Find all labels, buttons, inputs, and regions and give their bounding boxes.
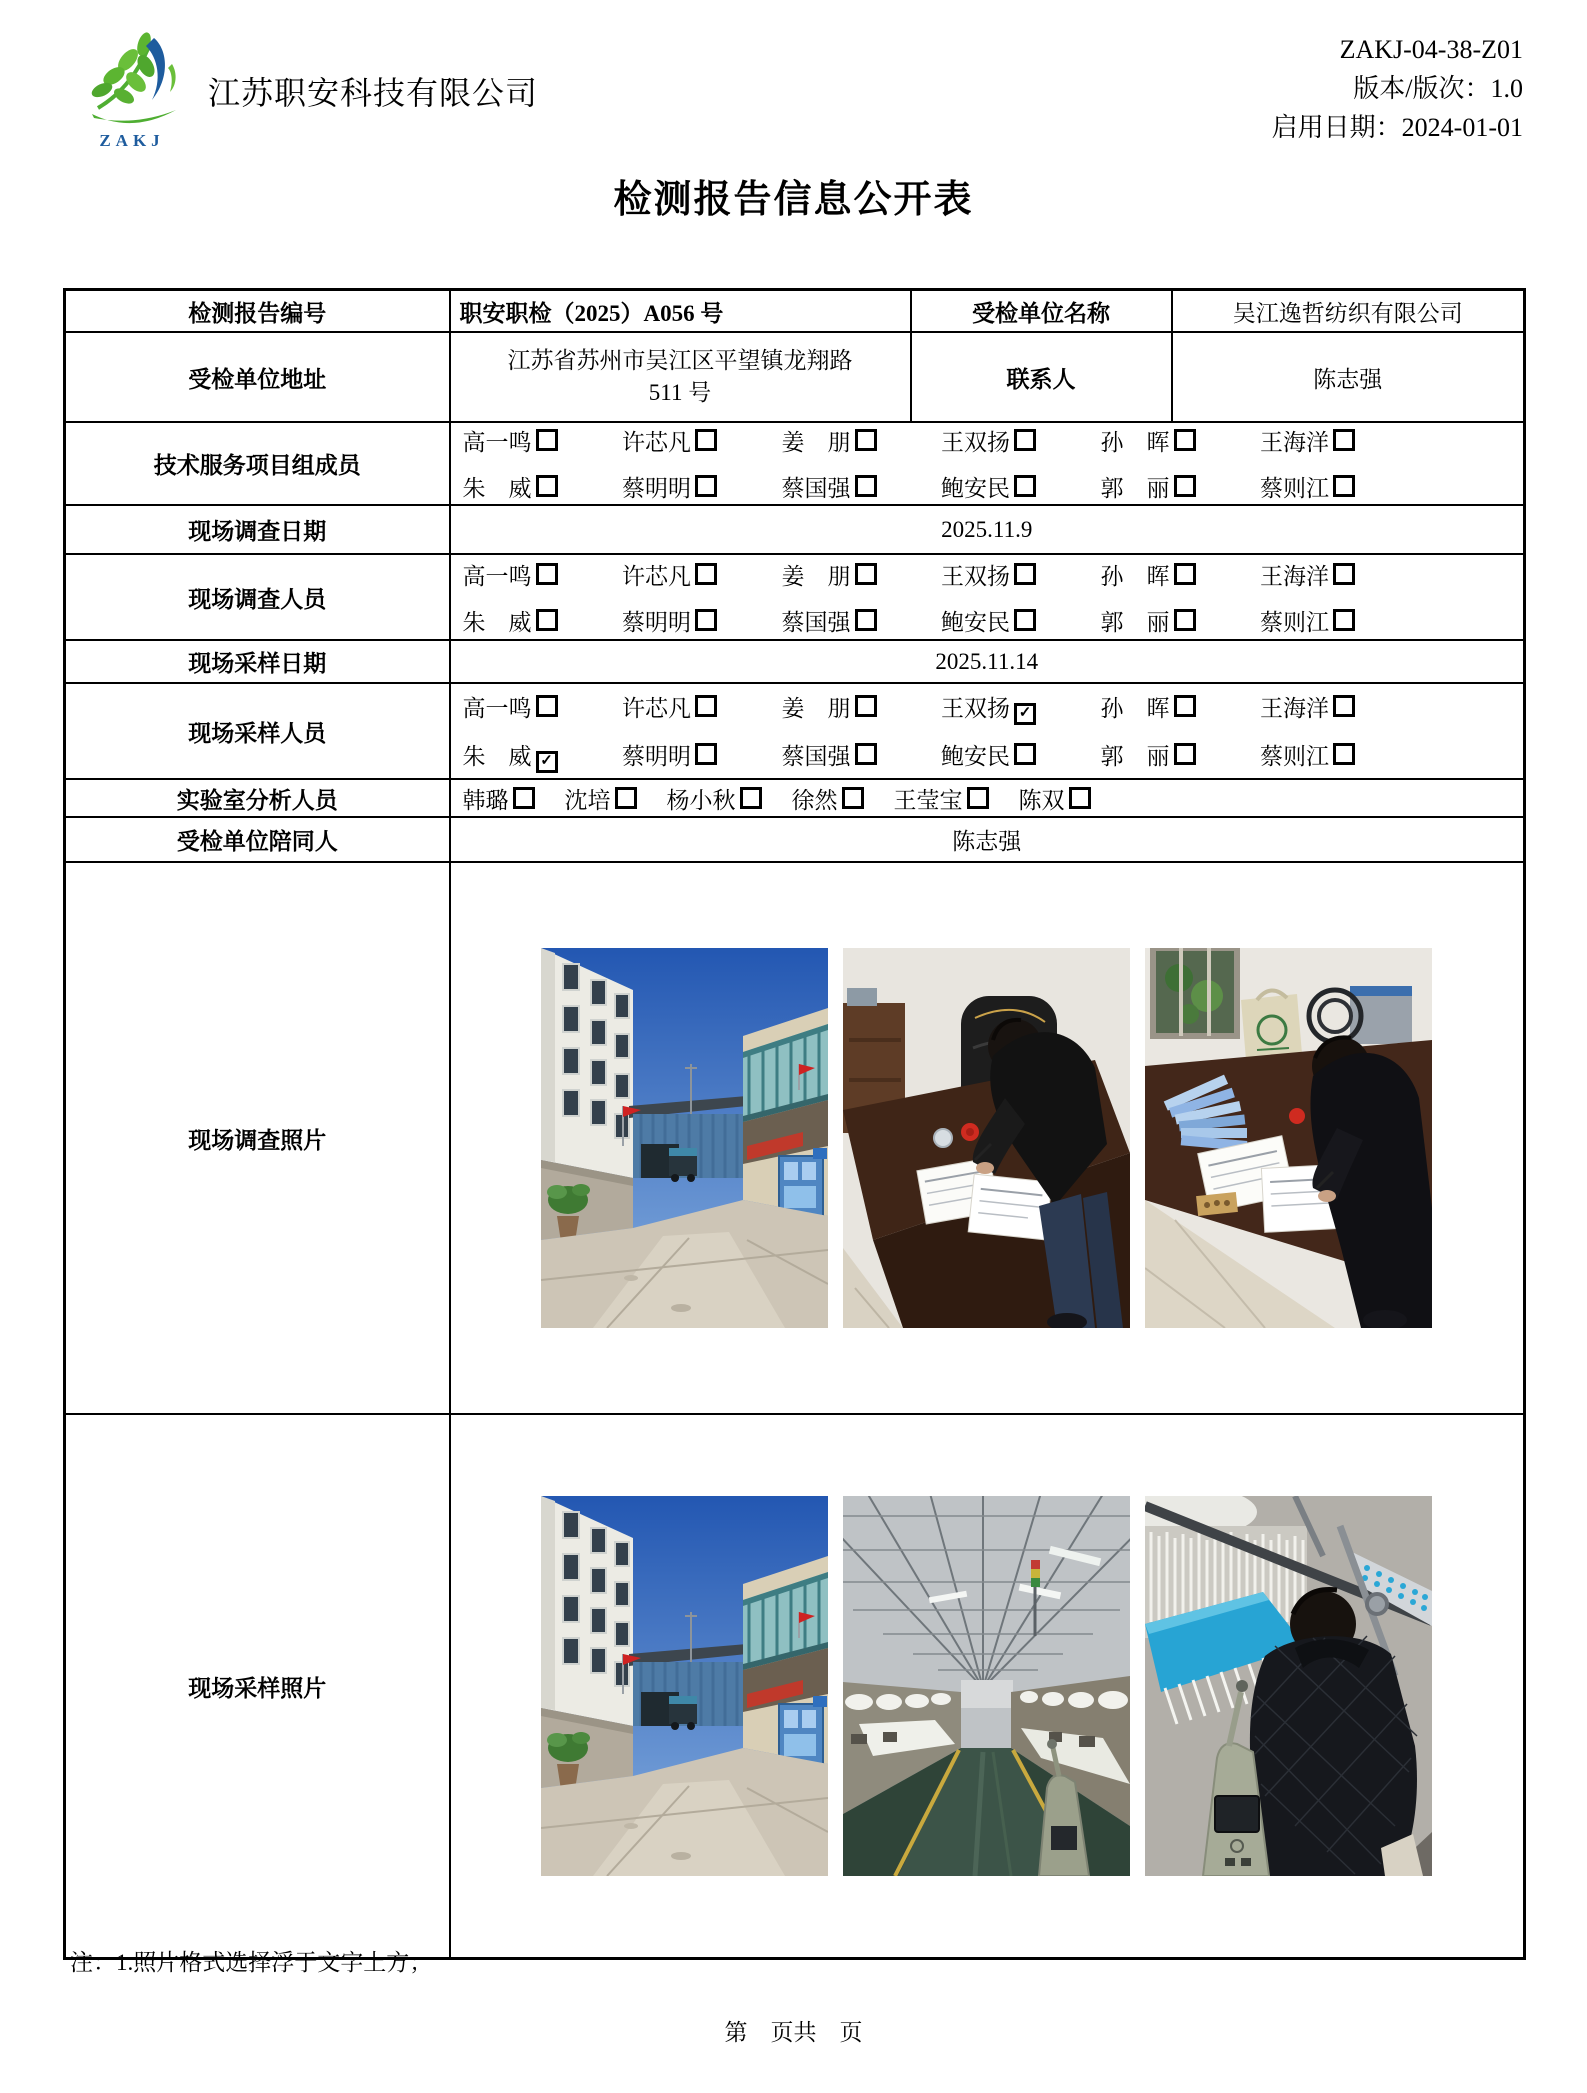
staff-member-name: 朱 威 (462, 609, 532, 635)
page-title: 检测报告信息公开表 (613, 179, 974, 221)
weaving-workshop-aisle-photo (843, 1496, 1130, 1876)
staff-member-name: 王莹宝 (893, 787, 963, 813)
sampling-staff-cell (450, 683, 1525, 779)
survey-staff-label: 现场调查人员 (65, 554, 450, 640)
staff-member (622, 738, 717, 773)
checkbox-unchecked-icon[interactable] (536, 475, 558, 497)
checkbox-unchecked-icon[interactable] (855, 429, 877, 451)
table-row (65, 1414, 1525, 1959)
staff-member-name: 许芯凡 (622, 430, 691, 455)
staff-member (1260, 470, 1355, 503)
staff-member (782, 424, 877, 457)
survey-staff-line-2 (463, 604, 1356, 637)
staff-member (782, 690, 877, 725)
company-logo (80, 30, 184, 151)
staff-member (782, 604, 877, 637)
staff-member-name: 蔡国强 (781, 476, 851, 501)
checkbox-unchecked-icon[interactable] (695, 609, 717, 631)
staff-member-name: 郭 丽 (1100, 476, 1170, 501)
staff-member-name: 蔡明明 (622, 743, 691, 769)
page-number-footer: 第 页共 页 (724, 2020, 863, 2045)
survey-photo-strip (451, 863, 1524, 1413)
staff-member-name: 孙 晖 (1100, 695, 1170, 721)
staff-member-name: 许芯凡 (622, 563, 691, 589)
accompany-label: 受检单位陪同人 (65, 817, 450, 862)
signing-documents-photo-1 (843, 948, 1130, 1328)
staff-member (941, 604, 1036, 637)
staff-member-name: 蔡国强 (781, 609, 851, 635)
accompany-value: 陈志强 (450, 817, 1525, 862)
checkbox-unchecked-icon[interactable] (695, 475, 717, 497)
contact-label: 联系人 (911, 332, 1172, 422)
sampling-staff-line-2 (463, 738, 1356, 773)
staff-member (941, 470, 1036, 503)
checkbox-unchecked-icon[interactable] (1014, 609, 1036, 631)
staff-member-name: 王海洋 (1260, 430, 1329, 455)
checkbox-unchecked-icon[interactable] (855, 475, 877, 497)
checkbox-unchecked-icon[interactable] (1069, 787, 1091, 809)
staff-member (1101, 690, 1196, 725)
team-members-line-1 (463, 424, 1356, 457)
staff-member-name: 王海洋 (1260, 563, 1329, 589)
staff-member (1260, 690, 1355, 725)
staff-member-name: 王双扬 (941, 563, 1010, 589)
report-no-value: 职安职检（2025）A056 号 (450, 290, 911, 333)
signing-documents-photo-2 (1145, 948, 1432, 1328)
table-row (65, 817, 1525, 862)
staff-member-name: 姜 朋 (781, 695, 851, 721)
checkbox-unchecked-icon[interactable] (1174, 475, 1196, 497)
doc-version: 版本/版次：1.0 (1353, 74, 1523, 103)
staff-member (782, 470, 877, 503)
staff-member (941, 690, 1036, 725)
table-row (65, 640, 1525, 683)
table-row (65, 683, 1525, 779)
staff-member (463, 782, 535, 815)
sampling-photos-cell (450, 1414, 1525, 1959)
factory-entrance-street-photo (541, 1496, 828, 1876)
checkbox-unchecked-icon[interactable] (1333, 743, 1355, 765)
sampling-staff-line-1 (463, 690, 1356, 725)
checkbox-unchecked-icon[interactable] (1014, 475, 1036, 497)
staff-member (1101, 470, 1196, 503)
sampling-photo-strip (451, 1415, 1524, 1957)
staff-member (941, 558, 1036, 591)
staff-member (565, 782, 637, 815)
staff-member (1260, 424, 1355, 457)
company-name: 江苏职安科技有限公司 (208, 75, 539, 111)
staff-member-name: 鲍安民 (941, 609, 1010, 635)
staff-member (782, 558, 877, 591)
disclosure-table (63, 288, 1526, 1960)
doc-code: ZAKJ-04-38-Z01 (1339, 35, 1523, 64)
staff-member (941, 738, 1036, 773)
staff-member-name: 高一鸣 (462, 695, 532, 721)
footnote: 注：1.照片格式选择浮于文字上方； (70, 1950, 433, 1975)
staff-member (1101, 558, 1196, 591)
staff-member (894, 782, 989, 815)
table-row (65, 290, 1525, 333)
staff-member-name: 朱 威 (462, 743, 532, 769)
staff-member-name: 鲍安民 (941, 476, 1010, 501)
table-row (65, 422, 1525, 505)
checkbox-unchecked-icon[interactable] (855, 609, 877, 631)
table-row (65, 505, 1525, 554)
checkbox-unchecked-icon[interactable] (855, 743, 877, 765)
checkbox-unchecked-icon[interactable] (1174, 609, 1196, 631)
staff-member (622, 604, 717, 637)
table-row (65, 554, 1525, 640)
staff-member-name: 蔡则江 (1260, 743, 1329, 769)
sampling-staff-label: 现场采样人员 (65, 683, 450, 779)
checkbox-unchecked-icon[interactable] (695, 429, 717, 451)
checkbox-unchecked-icon[interactable] (615, 787, 637, 809)
staff-member-name: 王双扬 (941, 695, 1010, 721)
unit-name-value: 吴江逸哲纺织有限公司 (1172, 290, 1525, 333)
checkbox-unchecked-icon[interactable] (1174, 695, 1196, 717)
table-row (65, 779, 1525, 817)
contact-value: 陈志强 (1172, 332, 1525, 422)
checkbox-unchecked-icon[interactable] (1014, 429, 1036, 451)
staff-member-name: 蔡明明 (622, 609, 691, 635)
checkbox-unchecked-icon[interactable] (695, 743, 717, 765)
staff-member (792, 782, 864, 815)
team-members-cell (450, 422, 1525, 505)
doc-meta (1272, 30, 1523, 147)
checkbox-unchecked-icon[interactable] (1333, 429, 1355, 451)
staff-member-name: 郭 丽 (1100, 609, 1170, 635)
checkbox-unchecked-icon[interactable] (536, 429, 558, 451)
staff-member-name: 郭 丽 (1100, 743, 1170, 769)
staff-member (782, 738, 877, 773)
survey-staff-cell (450, 554, 1525, 640)
staff-member-name: 鲍安民 (941, 743, 1010, 769)
lab-staff-line (451, 780, 1524, 816)
staff-member (463, 470, 558, 503)
staff-member (1101, 738, 1196, 773)
staff-member (622, 558, 717, 591)
staff-member-name: 高一鸣 (462, 430, 532, 455)
staff-member-name: 王海洋 (1260, 695, 1329, 721)
checkbox-unchecked-icon[interactable] (740, 787, 762, 809)
page-header (80, 28, 1523, 156)
staff-member (622, 424, 717, 457)
survey-date-value: 2025.11.9 (450, 505, 1525, 554)
table-row (65, 332, 1525, 422)
staff-member-name: 徐然 (791, 787, 838, 813)
address-line-2: 511 号 (648, 380, 712, 405)
staff-member-name: 沈培 (564, 787, 611, 813)
staff-member-name: 蔡则江 (1260, 476, 1329, 501)
checkbox-unchecked-icon[interactable] (1333, 563, 1355, 585)
checkbox-unchecked-icon[interactable] (695, 563, 717, 585)
staff-member-name: 杨小秋 (666, 787, 736, 813)
staff-member-name: 王双扬 (941, 430, 1010, 455)
address-line-1: 江苏省苏州市吴江区平望镇龙翔路 (507, 348, 853, 373)
checkbox-unchecked-icon[interactable] (855, 563, 877, 585)
checkbox-unchecked-icon[interactable] (536, 563, 558, 585)
checkbox-unchecked-icon[interactable] (1014, 743, 1036, 765)
lab-staff-label: 实验室分析人员 (65, 779, 450, 817)
staff-member (463, 424, 558, 457)
checkbox-unchecked-icon[interactable] (1333, 609, 1355, 631)
staff-member (622, 690, 717, 725)
staff-member (463, 690, 558, 725)
staff-member-name: 陈双 (1018, 787, 1065, 813)
company-logo-icon (84, 30, 180, 130)
checkbox-unchecked-icon[interactable] (1014, 563, 1036, 585)
unit-name-label: 受检单位名称 (911, 290, 1172, 333)
checkbox-unchecked-icon[interactable] (1333, 695, 1355, 717)
staff-member-name: 姜 朋 (781, 563, 851, 589)
sampling-date-value: 2025.11.14 (450, 640, 1525, 683)
noise-measurement-photo (1145, 1496, 1432, 1876)
staff-member-name: 许芯凡 (622, 695, 691, 721)
survey-photos-label: 现场调查照片 (65, 862, 450, 1414)
staff-member-name: 蔡国强 (781, 743, 851, 769)
checkbox-unchecked-icon[interactable] (1174, 743, 1196, 765)
staff-member (1101, 424, 1196, 457)
address-value (450, 332, 911, 422)
staff-member-name: 孙 晖 (1100, 563, 1170, 589)
checkbox-unchecked-icon[interactable] (1174, 563, 1196, 585)
staff-member-name: 蔡明明 (622, 476, 691, 501)
checkbox-unchecked-icon[interactable] (536, 609, 558, 631)
sampling-photos-label: 现场采样照片 (65, 1414, 450, 1959)
survey-staff-line-1 (463, 558, 1356, 591)
staff-member-name: 蔡则江 (1260, 609, 1329, 635)
doc-enable-date: 启用日期：2024-01-01 (1271, 113, 1523, 142)
table-row (65, 862, 1525, 1414)
checkbox-checked-icon[interactable]: ✓ (536, 751, 558, 773)
checkbox-unchecked-icon[interactable] (513, 787, 535, 809)
staff-member (1019, 782, 1091, 815)
team-members-line-2 (463, 470, 1356, 503)
staff-member (1260, 604, 1355, 637)
checkbox-unchecked-icon[interactable] (967, 787, 989, 809)
checkbox-unchecked-icon[interactable] (1333, 475, 1355, 497)
checkbox-unchecked-icon[interactable] (695, 695, 717, 717)
staff-member (1260, 558, 1355, 591)
staff-member-name: 姜 朋 (781, 430, 851, 455)
staff-member-name: 朱 威 (462, 476, 532, 501)
staff-member (463, 604, 558, 637)
sampling-date-label: 现场采样日期 (65, 640, 450, 683)
staff-member (622, 470, 717, 503)
report-no-label: 检测报告编号 (65, 290, 450, 333)
survey-photos-cell (450, 862, 1525, 1414)
checkbox-unchecked-icon[interactable] (536, 695, 558, 717)
team-label: 技术服务项目组成员 (65, 422, 450, 505)
logo-text: ZAKJ (99, 131, 165, 150)
staff-member (463, 738, 558, 773)
staff-member-name: 韩璐 (462, 787, 509, 813)
address-label: 受检单位地址 (65, 332, 450, 422)
staff-member (1101, 604, 1196, 637)
staff-member (1260, 738, 1355, 773)
checkbox-unchecked-icon[interactable] (1174, 429, 1196, 451)
checkbox-checked-icon[interactable]: ✓ (1014, 703, 1036, 725)
checkbox-unchecked-icon[interactable] (842, 787, 864, 809)
staff-member-name: 高一鸣 (462, 563, 532, 589)
staff-member (463, 558, 558, 591)
checkbox-unchecked-icon[interactable] (855, 695, 877, 717)
lab-staff-cell (450, 779, 1525, 817)
staff-member (941, 424, 1036, 457)
staff-member (667, 782, 762, 815)
survey-date-label: 现场调查日期 (65, 505, 450, 554)
staff-member-name: 孙 晖 (1100, 430, 1170, 455)
factory-entrance-street-photo (541, 948, 828, 1328)
